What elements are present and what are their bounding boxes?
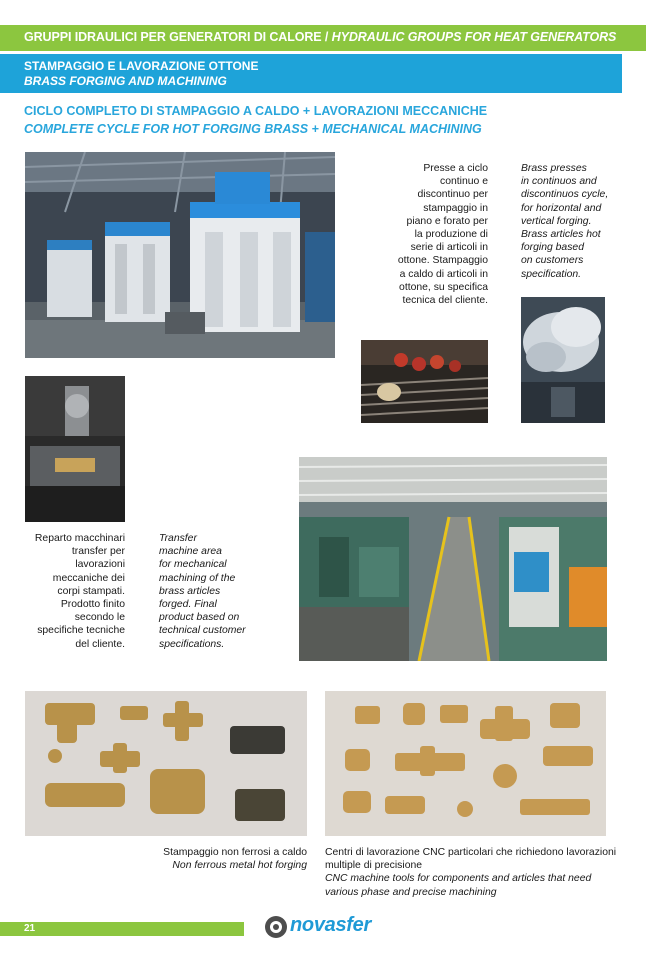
page-number: 21 [24, 923, 36, 934]
transfer-en-line: technical customer [159, 625, 246, 637]
novasfer-logo [264, 912, 394, 942]
transfer-machine-photo [25, 376, 125, 522]
cnc-caption-it-1: Centri di lavorazione CNC particolari che richiedono lavorazioni [325, 847, 617, 858]
transfer-it-line: lavorazioni [75, 559, 125, 571]
cnc-caption-it-2: multiple di precisione [325, 860, 423, 872]
cnc-caption-en-1: CNC machine tools for components and articles that need [325, 873, 592, 885]
cnc-caption-en-2: various phase and precise machining [325, 886, 497, 898]
transfer-it-line: del cliente. [75, 638, 125, 650]
top-header-bar [0, 25, 646, 51]
factory-floor-photo [299, 457, 607, 661]
presses-en-line: forging based [521, 242, 584, 254]
presses-it-line: stampaggio in [423, 202, 488, 214]
cycle-heading-en: COMPLETE CYCLE FOR HOT FORGING BRASS + MECHANICAL MACHINING [24, 122, 482, 136]
brand-name: novasfer [290, 914, 371, 936]
presses-text-it [355, 162, 488, 307]
transfer-it-line: meccaniche dei [52, 572, 125, 584]
presses-it-line: a caldo di articoli in [399, 268, 488, 280]
presses-en-line: in continuos and [521, 176, 597, 188]
presses-it-line: discontinuo per [417, 189, 488, 201]
presses-text-en [521, 162, 631, 281]
transfer-text-en [159, 532, 269, 651]
novasfer-logo-icon [264, 915, 288, 939]
transfer-it-line: corpi stampati. [57, 585, 125, 597]
transfer-en-line: machine area [159, 546, 222, 558]
cnc-parts-photo [325, 691, 606, 836]
transfer-en-line: brass articles [159, 585, 221, 597]
presses-en-line: for horizontal and [521, 202, 602, 214]
transfer-en-line: for mechanical [159, 559, 227, 571]
transfer-en-line: forged. Final [159, 599, 217, 611]
cycle-heading-it: CICLO COMPLETO DI STAMPAGGIO A CALDO + LAVORAZIONI MECCANICHE [24, 104, 488, 118]
presses-en-line: discontinuos cycle, [521, 189, 609, 201]
presses-en-line: vertical forging. [521, 215, 592, 227]
transfer-text-it [25, 532, 125, 651]
section-title-en: BRASS FORGING AND MACHINING [24, 74, 227, 88]
hot-billets-photo [361, 340, 488, 423]
transfer-en-line: Transfer [159, 533, 197, 544]
presses-en-line: Brass articles hot [521, 229, 601, 241]
section-header-bar [0, 54, 622, 93]
presses-it-line: serie di articoli in [410, 242, 488, 254]
presses-it-line: ottone, su specifica [399, 281, 488, 293]
presses-it-line: la produzione di [414, 229, 488, 241]
transfer-en-line: specifications. [159, 638, 225, 650]
presses-it-line: piano e forato per [406, 215, 488, 227]
transfer-it-line: Reparto macchinari [34, 533, 125, 544]
forging-caption [110, 846, 307, 872]
section-title-it: STAMPAGGIO E LAVORAZIONE OTTONE [24, 59, 259, 73]
presses-it-line: Presse a ciclo [423, 163, 488, 174]
presses-it-line: continuo e [440, 176, 488, 188]
presses-it-line: ottone. Stampaggio [397, 255, 488, 267]
transfer-it-line: Prodotto finito [60, 599, 125, 611]
transfer-en-line: product based on [159, 612, 240, 624]
forged-parts-photo [25, 691, 307, 836]
presses-en-line: on customers [521, 255, 584, 267]
header-title [24, 30, 616, 44]
forging-presses-photo [25, 152, 335, 358]
footer-bar [0, 922, 244, 936]
forging-steam-photo [521, 297, 605, 423]
header-title-en: HYDRAULIC GROUPS FOR HEAT GENERATORS [331, 30, 617, 44]
transfer-it-line: transfer per [71, 546, 125, 558]
forging-caption-en: Non ferrous metal hot forging [172, 860, 307, 872]
presses-en-line: Brass presses [521, 163, 587, 174]
forging-caption-it: Stampaggio non ferrosi a caldo [163, 847, 307, 858]
transfer-en-line: machining of the [159, 572, 236, 584]
transfer-it-line: secondo le [74, 612, 125, 624]
cnc-caption [325, 846, 615, 899]
transfer-it-line: specifiche tecniche [37, 625, 125, 637]
presses-en-line: specification. [521, 268, 582, 280]
presses-it-line: tecnica del cliente. [402, 295, 488, 307]
header-title-it: GRUPPI IDRAULICI PER GENERATORI DI CALORE / [24, 30, 329, 44]
